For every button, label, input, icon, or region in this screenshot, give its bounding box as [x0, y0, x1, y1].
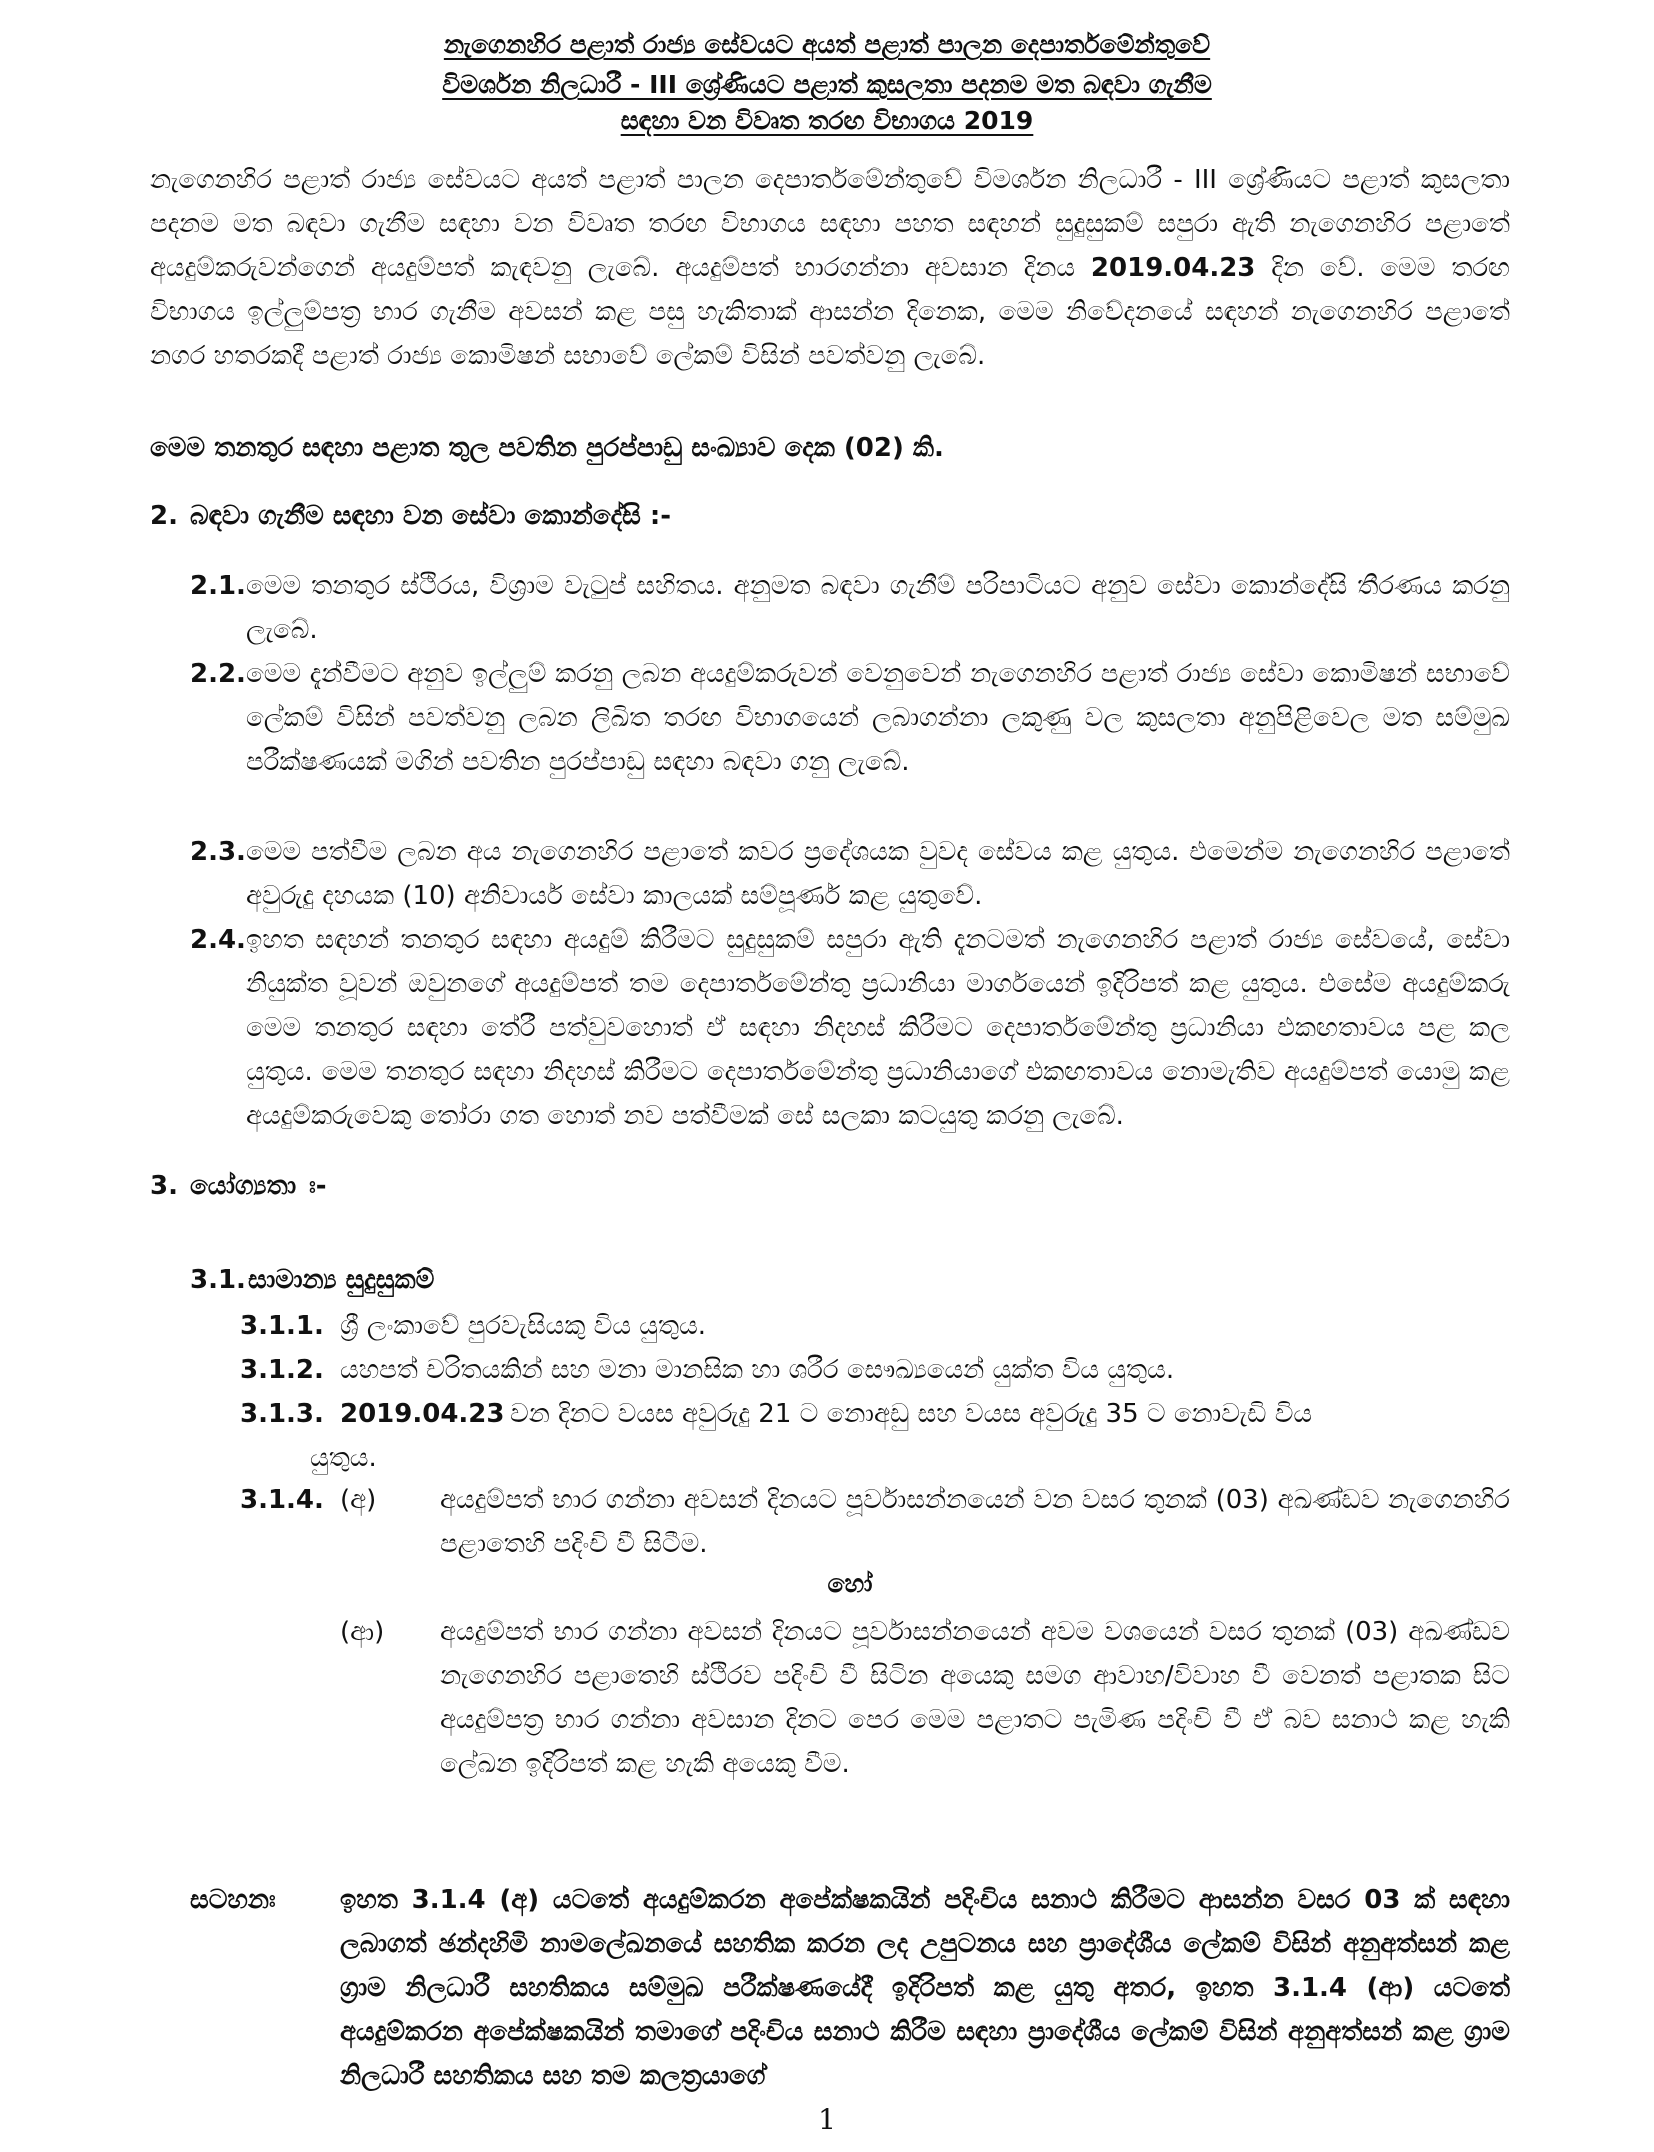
item-2-1-text: මෙම තනතුර ස්ථිරය, විශ්‍රාම වැටුප් සහිතය. අනුමත බඳවා ගැනීම් පරිපාටියට අනුව සේවා කොන්දේසි තීරණය කරනු ලැබේ.: [246, 571, 1510, 645]
subsection-3-1-number: 3.1.: [190, 1265, 246, 1295]
intro-paragraph: [150, 158, 1510, 378]
item-3-1-1-number: 3.1.1.: [240, 1311, 324, 1341]
intro-text-after-date: දින වේ. මෙම තරඟ විභාගය ඉල්ලුම්පත්‍ර භාර ගැනීම අවසන් කළ පසු හැකිතාක් ආසන්න දිනෙක, මෙම නිවේදනයේ සඳහන් නැගෙනහිර පළාතේ නගර හතරකදී පළාත් රාජ්‍ය කොමිෂන් සභාවේ ලේකම් විසින් පවත්වනු ලැබේ.: [150, 253, 1510, 371]
item-3-1-2-number: 3.1.2.: [240, 1355, 324, 1385]
item-2-4-text: ඉහත සඳහන් තනතුර සඳහා අයදුම් කිරීමට සුදුසුකම් සපුරා ඇති දැනටමත් නැගෙනහිර පළාත් රාජ්‍ය සේවයේ, සේවා නියුක්ත වූවන් ඔවුනගේ අයදුම්පත් තම දෙපාර්තමේන්තු ප්‍රධානියා මාර්ගයෙන් ඉදිරිපත් කළ යුතුය. එසේම අයදුම්කරු මෙම තනතුර සඳහා තේරී පත්වුවහොත් ඒ සඳහා නිදහස් කිරීමට දෙපාර්තමේන්තු ප්‍රධානියා එකඟතාවය පළ කල යුතුය. මෙම තනතුර සඳහා නිදහස් කිරීමට දෙපාර්තමේන්තු ප්‍රධානියාගේ එකඟතාවය නොමැතිව අයදුම්පත් යොමු කළ අයදුම්කරුවෙකු තෝරා ගත හොත් නව පත්වීමක් සේ සලකා කටයුතු කරනු ලැබේ.: [246, 925, 1510, 1131]
item-3-1-3-date: 2019.04.23: [340, 1399, 505, 1429]
section-2-number: 2.: [150, 501, 178, 531]
item-3-1-1-text: ශ්‍රී ලංකාවේ පුරවැසියකු විය යුතුය.: [340, 1311, 707, 1341]
section-2-heading: බඳවා ගැනීම සඳහා වන සේවා කොන්දේසි :-: [190, 501, 672, 531]
note-text: ඉහත 3.1.4 (අ) යටතේ අයදුම්කරන අපේක්ෂකයින් පදිංචිය සනාථ කිරීමට ආසන්න වසර 03 ක් සඳහා ලබාගත් ඡන්දහිමි නාමලේඛනයේ සහතික කරන ලද උපුටනය සහ ප්‍රාදේශීය ලේකම් විසින් අනුඅත්සන් කළ ග්‍රාම නිලධාරී සහතිකය සම්මුඛ පරීක්ෂණයේදී ඉදිරිපත් කළ යුතු අතර, ඉහත 3.1.4 (ආ) යටතේ අයදුම්කරන අපේක්ෂකයින් තමාගේ පදිංචිය සනාථ කිරීම සඳහා ප්‍රාදේශීය ලේකම් විසින් අනුඅත්සන් කළ ග්‍රාම නිලධාරී සහතිකය සහ තම කලත්‍රයාගේ: [340, 1885, 1510, 2091]
title-line-3: සඳහා වන විවෘත තරඟ විභාගය 2019: [620, 106, 1034, 135]
intro-text-before-date: නැගෙනහිර පළාත් රාජ්‍ය සේවයට අයත් පළාත් පාලන දෙපාර්තමේන්තුවේ විමර්ශන නිලධාරී - III ශ්‍රේණියට පළාත් කුසලතා පදනම මත බඳවා ගැනීම සඳහා වන විවෘත තරඟ විභාගය සඳහා පහත සඳහන් සුදුසුකම් සපුරා ඇති නැගෙනහිර පළාතේ අයදුම්කරුවන්ගෙන් අයදුම්පත් කැඳවනු ලැබේ. අයදුම්පත් භාරගන්නා අවසාන දිනය: [150, 165, 1510, 283]
item-3-1-4-a-text: අයදුම්පත් භාර ගන්නා අවසන් දිනයට පූර්වාසන්නයෙන් වන වසර තුනක් (03) අඛණ්ඩව නැගෙනහිර පළාතෙහි පදිංචි වී සිටීම.: [440, 1485, 1510, 1559]
or-separator: හෝ: [827, 1569, 873, 1598]
item-2-2-number: 2.2.: [190, 659, 246, 689]
section-3-heading: යෝග්‍යතා ඃ-: [190, 1171, 327, 1201]
item-3-1-4-a-label: (අ): [340, 1485, 377, 1515]
title-line-1: නැගෙනහිර පළාත් රාජ්‍ය සේවයට අයත් පළාත් පාලන දෙපාර්තමේන්තුවේ: [443, 30, 1211, 59]
item-2-1-number: 2.1.: [190, 571, 246, 601]
title-line-2: විමර්ශන නිලධාරී - III ශ්‍රේණියට පළාත් කුසලතා පදනම මත බඳවා ගැනීම: [442, 70, 1212, 99]
section-3-number: 3.: [150, 1171, 178, 1201]
item-3-1-2-text: යහපත් චරිතයකින් සහ මනා මානසික හා ශරීර සෞඛ්‍යයෙන් යුක්ත විය යුතුය.: [340, 1355, 1175, 1385]
item-3-1-4-aa-label: (ආ): [340, 1617, 385, 1647]
item-3-1-3-text: වන දිනට වයස අවුරුදු 21 ට නොඅඩු සහ වයස අවුරුදු 35 ට නොවැඩි විය: [510, 1399, 1313, 1429]
vacancies-statement: මෙම තනතුර සඳහා පළාත තුල පවතින පුරප්පාඩු සංඛ්‍යාව දෙක (02) කි.: [150, 433, 944, 463]
closing-date: 2019.04.23: [1090, 253, 1256, 283]
item-2-3-text: මෙම පත්වීම ලබන අය නැගෙනහිර පළාතේ කවර ප්‍රදේශයක වුවද සේවය කළ යුතුය. එමෙන්ම නැගෙනහිර පළාතේ අවුරුදු දහයක (10) අනිවාර්ය සේවා කාලයක් සම්පූර්ණ කළ යුතුවේ.: [246, 837, 1510, 911]
item-3-1-3-number: 3.1.3.: [240, 1399, 324, 1429]
subsection-3-1-heading: සාමාන්‍ය සුදුසුකම්: [248, 1265, 435, 1295]
item-2-3-number: 2.3.: [190, 837, 246, 867]
item-3-1-3-text-continued: යුතුය.: [310, 1443, 377, 1473]
page-number: 1: [818, 2103, 836, 2136]
item-2-2-text: මෙම දැන්වීමට අනුව ඉල්ලුම් කරනු ලබන අයදුම්කරුවන් වෙනුවෙන් නැගෙනහිර පළාත් රාජ්‍ය සේවා කොමිෂන් සභාවේ ලේකම් විසින් පවත්වනු ලබන ලිඛිත තරඟ විභාගයෙන් ලබාගන්නා ලකුණු වල කුසලතා අනුපිළිවෙල මත සම්මුඛ පරීක්ෂණයක් මගින් පවතින පුරප්පාඩු සඳහා බඳවා ගනු ලැබේ.: [246, 659, 1510, 777]
item-3-1-4-aa-text: අයදුම්පත් භාර ගන්නා අවසන් දිනයට පූර්වාසන්නයෙන් අවම වශයෙන් වසර තුනක් (03) අඛණ්ඩව නැගෙනහිර පළාතෙහි ස්ථිරව පදිංචි වී සිටින අයෙකු සමග ආවාහ/විවාහ වී වෙනත් පළාතක සිට අයදුම්පත්‍ර භාර ගන්නා අවසාන දිනට පෙර මෙම පළාතට පැමිණ පදිංචි වී ඒ බව සනාථ කළ හැකි ලේඛන ඉදිරිපත් කළ හැකි අයෙකු වීම.: [440, 1617, 1510, 1779]
item-3-1-4-number: 3.1.4.: [240, 1485, 324, 1515]
note-label: සටහනඃ: [190, 1885, 276, 1915]
item-2-4-number: 2.4.: [190, 925, 246, 955]
